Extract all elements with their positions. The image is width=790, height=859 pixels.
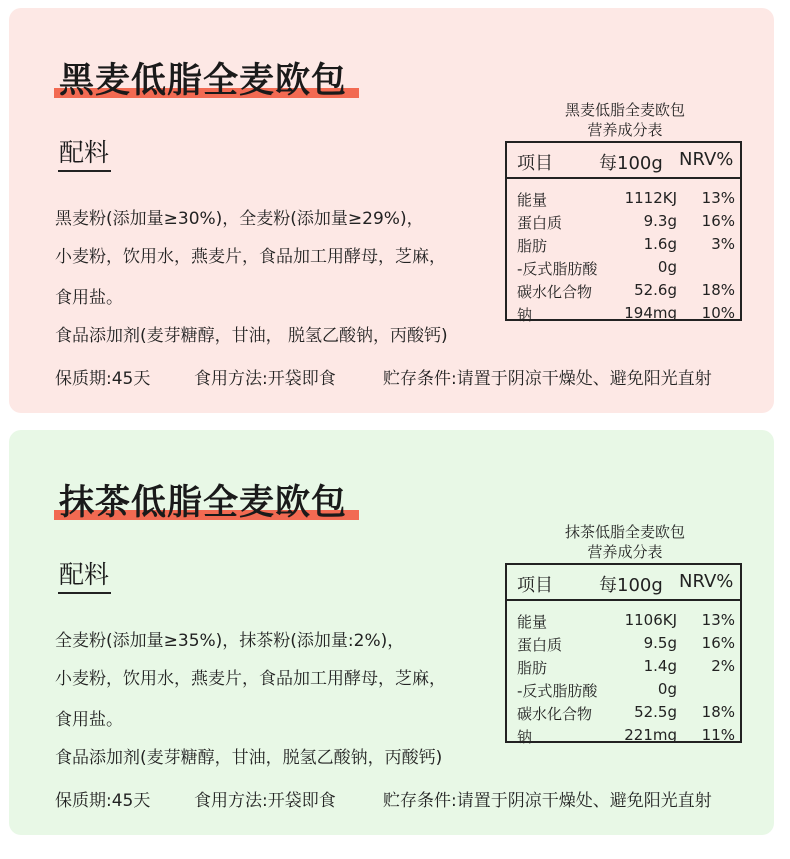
ingredients-line: 小麦粉，饮用水，燕麦片，食品加工用酵母，芝麻， — [55, 669, 446, 689]
header-nrv: NRV% — [679, 149, 734, 170]
header-item: 项目 — [517, 153, 553, 174]
nutrient-value: 1106KJ — [624, 611, 677, 629]
nutrient-nrv: 18% — [701, 281, 735, 299]
nutrient-name: -反式脂肪酸 — [517, 682, 598, 700]
product-card — [9, 8, 774, 413]
nutrition-table — [505, 141, 742, 324]
nutrient-name: 蛋白质 — [517, 636, 563, 654]
header-per100g: 每100g — [599, 575, 663, 596]
ingredients-line: 食用盐。 — [55, 710, 123, 730]
header-nrv: NRV% — [679, 571, 734, 592]
nutrition-row — [507, 210, 740, 233]
header-per100g: 每100g — [599, 153, 663, 174]
product-title: 抹茶低脂全麦欧包 — [59, 483, 348, 523]
nutrition-row — [507, 187, 740, 210]
nutrient-value: 52.6g — [634, 281, 677, 299]
nutrient-value: 1.6g — [643, 235, 677, 253]
nutrient-name: 脂肪 — [517, 237, 548, 255]
shelf-life: 保质期:45天 — [55, 369, 151, 389]
nutrition-row — [507, 724, 740, 747]
nutrient-value: 9.5g — [643, 634, 677, 652]
storage: 贮存条件:请置于阴凉干燥处、避免阳光直射 — [383, 791, 712, 811]
nutrition-row — [507, 701, 740, 724]
ingredients-underline — [58, 592, 111, 594]
shelf-life: 保质期:45天 — [55, 791, 151, 811]
nutrient-nrv: 3% — [711, 235, 735, 253]
ingredients-line: 黑麦粉(添加量≥30%)，全麦粉(添加量≥29%)， — [55, 209, 424, 229]
nutrient-name: 钠 — [517, 306, 533, 324]
nutrient-value: 221mg — [624, 726, 677, 744]
product-card — [9, 430, 774, 835]
nutrition-header — [507, 565, 740, 601]
nutrient-value: 0g — [657, 258, 677, 276]
ingredients-heading: 配料 — [59, 138, 110, 167]
nutrition-row — [507, 302, 740, 325]
nutrient-value: 1.4g — [643, 657, 677, 675]
nutrient-nrv: 16% — [701, 634, 735, 652]
nutrient-nrv: 18% — [701, 703, 735, 721]
nutrient-name: 蛋白质 — [517, 214, 563, 232]
additives-line: 食品添加剂(麦芽糖醇，甘油，脱氢乙酸钠，丙酸钙) — [55, 748, 443, 768]
nutrient-nrv: 16% — [701, 212, 735, 230]
nutrient-name: 碳水化合物 — [517, 283, 593, 301]
nutrient-nrv: 13% — [701, 611, 735, 629]
nutrient-nrv: 2% — [711, 657, 735, 675]
nutrition-row — [507, 655, 740, 678]
nutrient-name: 碳水化合物 — [517, 705, 593, 723]
ingredients-heading: 配料 — [59, 560, 110, 589]
nutrition-caption-product: 抹茶低脂全麦欧包 — [564, 523, 685, 541]
nutrition-caption-title: 营养成分表 — [587, 543, 663, 561]
nutrient-value: 9.3g — [643, 212, 677, 230]
nutrient-value: 52.5g — [634, 703, 677, 721]
nutrition-row — [507, 609, 740, 632]
storage: 贮存条件:请置于阴凉干燥处、避免阳光直射 — [383, 369, 712, 389]
nutrient-name: 能量 — [517, 613, 548, 631]
usage: 食用方法:开袋即食 — [194, 791, 336, 811]
nutrient-name: -反式脂肪酸 — [517, 260, 598, 278]
product-title: 黑麦低脂全麦欧包 — [59, 61, 348, 101]
ingredients-line: 全麦粉(添加量≥35%)，抹茶粉(添加量:2%)， — [55, 631, 405, 651]
header-item: 项目 — [517, 575, 553, 596]
nutrient-nrv: 11% — [701, 726, 735, 744]
ingredients-line: 小麦粉，饮用水，燕麦片，食品加工用酵母，芝麻， — [55, 247, 446, 267]
nutrition-row — [507, 678, 740, 701]
nutrient-value: 0g — [657, 680, 677, 698]
nutrition-row — [507, 632, 740, 655]
additives-line: 食品添加剂(麦芽糖醇，甘油， 脱氢乙酸钠，丙酸钙) — [55, 326, 448, 346]
ingredients-underline — [58, 170, 111, 172]
nutrition-header — [507, 143, 740, 179]
nutrient-name: 脂肪 — [517, 659, 548, 677]
nutrient-name: 能量 — [517, 191, 548, 209]
nutrient-nrv: 13% — [701, 189, 735, 207]
nutrient-name: 钠 — [517, 728, 533, 746]
nutrition-row — [507, 233, 740, 256]
usage: 食用方法:开袋即食 — [194, 369, 336, 389]
nutrient-value: 194mg — [624, 304, 677, 322]
nutrition-row — [507, 279, 740, 302]
nutrition-row — [507, 256, 740, 279]
nutrient-value: 1112KJ — [624, 189, 677, 207]
nutrient-nrv: 10% — [701, 304, 735, 322]
nutrition-caption-product: 黑麦低脂全麦欧包 — [564, 101, 685, 119]
ingredients-line: 食用盐。 — [55, 288, 123, 308]
nutrition-table — [505, 563, 742, 746]
nutrition-caption-title: 营养成分表 — [587, 121, 663, 139]
